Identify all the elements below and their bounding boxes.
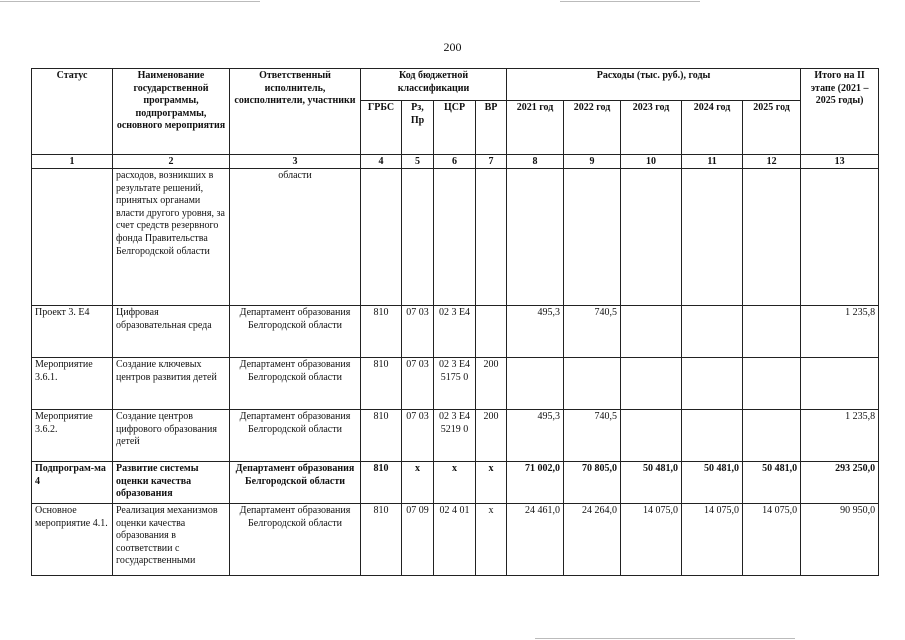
row-2022: 740,5 <box>564 410 621 462</box>
row-grbs: 810 <box>361 462 402 504</box>
table-row <box>32 358 879 410</box>
row-2025 <box>743 169 801 306</box>
row-total: 90 950,0 <box>801 504 879 576</box>
row-2022: 24 264,0 <box>564 504 621 576</box>
row-status: Проект 3. Е4 <box>32 306 113 358</box>
row-2022: 70 805,0 <box>564 462 621 504</box>
column-number: 6 <box>434 155 476 169</box>
row-rz-pr: 07 03 <box>402 306 434 358</box>
row-csr: 02 3 Е4 <box>434 306 476 358</box>
row-2021: 24 461,0 <box>507 504 564 576</box>
row-2021 <box>507 358 564 410</box>
table-row <box>32 306 879 358</box>
col-header-2021: 2021 год <box>507 101 564 155</box>
column-number: 1 <box>32 155 113 169</box>
row-2023 <box>621 306 682 358</box>
col-header-status: Статус <box>32 69 113 155</box>
row-responsible: Департамент образования Белгородской области <box>230 410 361 462</box>
row-responsible: Департамент образования Белгородской области <box>230 306 361 358</box>
table-row <box>32 462 879 504</box>
row-2021: 71 002,0 <box>507 462 564 504</box>
column-number: 7 <box>476 155 507 169</box>
column-number: 11 <box>682 155 743 169</box>
row-grbs: 810 <box>361 358 402 410</box>
row-vr: х <box>476 504 507 576</box>
row-2024 <box>682 410 743 462</box>
row-rz-pr <box>402 169 434 306</box>
row-2024: 14 075,0 <box>682 504 743 576</box>
row-vr: 200 <box>476 358 507 410</box>
column-number: 2 <box>113 155 230 169</box>
row-responsible: Департамент образования Белгородской области <box>230 462 361 504</box>
col-header-vr: ВР <box>476 101 507 155</box>
row-vr: х <box>476 462 507 504</box>
table-row <box>32 410 879 462</box>
row-responsible: области <box>230 169 361 306</box>
row-2023 <box>621 410 682 462</box>
row-2025: 14 075,0 <box>743 504 801 576</box>
scan-edge-mark <box>535 638 795 639</box>
row-2022 <box>564 358 621 410</box>
row-name: Создание ключевых центров развития детей <box>113 358 230 410</box>
row-name: Реализация механизмов оценки качества образования в соответствии с государственными <box>113 504 230 576</box>
col-header-2022: 2022 год <box>564 101 621 155</box>
row-status: Мероприятие 3.6.2. <box>32 410 113 462</box>
column-number-row <box>32 155 879 169</box>
col-header-2024: 2024 год <box>682 101 743 155</box>
row-grbs <box>361 169 402 306</box>
row-total <box>801 169 879 306</box>
row-2025: 50 481,0 <box>743 462 801 504</box>
col-header-program-name: Наименование государственной программы, подпрограммы, основного мероприятия <box>113 69 230 155</box>
col-header-2025: 2025 год <box>743 101 801 155</box>
scan-edge-mark <box>0 1 260 2</box>
col-header-budget-code: Код бюджетной классификации <box>361 69 507 101</box>
row-status: Мероприятие 3.6.1. <box>32 358 113 410</box>
row-total <box>801 358 879 410</box>
row-2021: 495,3 <box>507 410 564 462</box>
row-csr: 02 3 Е4 5219 0 <box>434 410 476 462</box>
row-2025 <box>743 358 801 410</box>
row-2024: 50 481,0 <box>682 462 743 504</box>
row-2025 <box>743 410 801 462</box>
row-responsible: Департамент образования Белгородской области <box>230 358 361 410</box>
column-number: 10 <box>621 155 682 169</box>
row-responsible: Департамент образования Белгородской области <box>230 504 361 576</box>
col-header-responsible: Ответственный исполнитель, соисполнители, участники <box>230 69 361 155</box>
row-status: Подпрограм-ма 4 <box>32 462 113 504</box>
col-header-total: Итого на II этапе (2021 – 2025 годы) <box>801 69 879 155</box>
row-total: 1 235,8 <box>801 306 879 358</box>
row-2023 <box>621 169 682 306</box>
row-2023 <box>621 358 682 410</box>
col-header-rz-pr: Рз, Пр <box>402 101 434 155</box>
col-header-2023: 2023 год <box>621 101 682 155</box>
budget-table <box>31 68 879 576</box>
row-2022: 740,5 <box>564 306 621 358</box>
row-name: Цифровая образовательная среда <box>113 306 230 358</box>
row-name: Развитие системы оценки качества образования <box>113 462 230 504</box>
row-total: 1 235,8 <box>801 410 879 462</box>
row-csr: 02 3 Е4 5175 0 <box>434 358 476 410</box>
row-vr <box>476 306 507 358</box>
col-header-expenses: Расходы (тыс. руб.), годы <box>507 69 801 101</box>
row-rz-pr: 07 03 <box>402 358 434 410</box>
row-status: Основное мероприятие 4.1. <box>32 504 113 576</box>
row-2025 <box>743 306 801 358</box>
scan-edge-mark <box>560 1 700 2</box>
row-grbs: 810 <box>361 410 402 462</box>
column-number: 4 <box>361 155 402 169</box>
row-2021 <box>507 169 564 306</box>
row-grbs: 810 <box>361 504 402 576</box>
row-2024 <box>682 306 743 358</box>
col-header-grbs: ГРБС <box>361 101 402 155</box>
column-number: 8 <box>507 155 564 169</box>
row-grbs: 810 <box>361 306 402 358</box>
column-number: 12 <box>743 155 801 169</box>
row-rz-pr: х <box>402 462 434 504</box>
column-number: 5 <box>402 155 434 169</box>
row-rz-pr: 07 03 <box>402 410 434 462</box>
row-2022 <box>564 169 621 306</box>
column-number: 3 <box>230 155 361 169</box>
row-2024 <box>682 169 743 306</box>
row-vr <box>476 169 507 306</box>
row-2024 <box>682 358 743 410</box>
row-2023: 50 481,0 <box>621 462 682 504</box>
column-number: 9 <box>564 155 621 169</box>
table-row <box>32 169 879 306</box>
row-vr: 200 <box>476 410 507 462</box>
row-status <box>32 169 113 306</box>
column-number: 13 <box>801 155 879 169</box>
col-header-csr: ЦСР <box>434 101 476 155</box>
row-total: 293 250,0 <box>801 462 879 504</box>
row-name: Создание центров цифрового образования детей <box>113 410 230 462</box>
table-row <box>32 504 879 576</box>
row-name: расходов, возникших в результате решений, принятых органами власти другого уровня, за счет средств резервного фонда Правительства Белгородской области <box>113 169 230 306</box>
row-csr: х <box>434 462 476 504</box>
row-2023: 14 075,0 <box>621 504 682 576</box>
row-2021: 495,3 <box>507 306 564 358</box>
page-number: 200 <box>443 40 462 54</box>
row-rz-pr: 07 09 <box>402 504 434 576</box>
row-csr: 02 4 01 <box>434 504 476 576</box>
row-csr <box>434 169 476 306</box>
